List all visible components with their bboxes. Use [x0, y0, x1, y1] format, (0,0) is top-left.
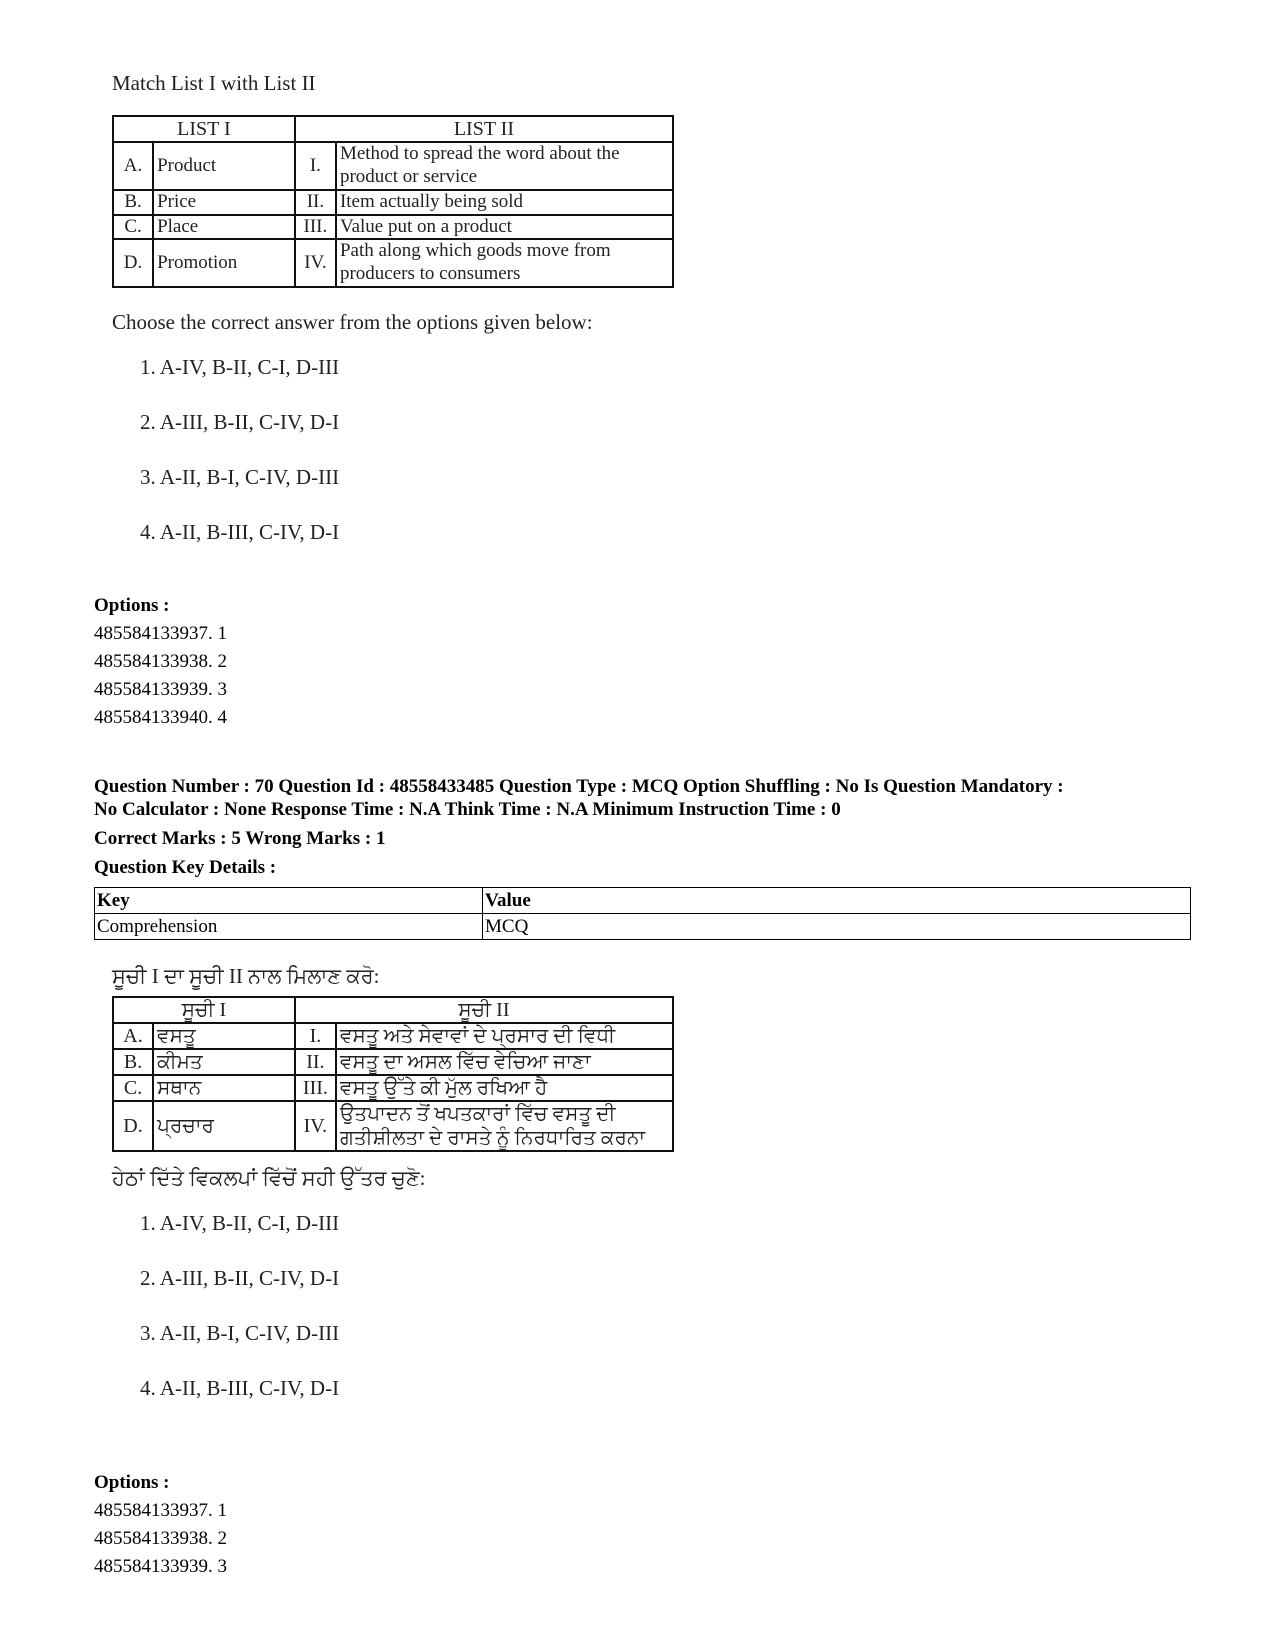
option-id: 485584133939. 3 [94, 679, 227, 700]
row-item: ਵਸਤੂ [153, 1023, 295, 1049]
key-column-header: Key [95, 888, 483, 914]
option-id: 485584133937. 1 [94, 1500, 227, 1521]
options-label: Options : [94, 595, 170, 616]
question-marks: Correct Marks : 5 Wrong Marks : 1 [94, 828, 386, 849]
row-letter: B. [113, 190, 153, 215]
row-desc: ਵਸਤੂ ਉੱਤੇ ਕੀ ਮੁੱਲ ਰਖਿਆ ਹੈ [336, 1075, 673, 1101]
question-instruction: Match List I with List II [112, 71, 316, 95]
choose-instruction: ਹੇਠਾਂ ਦਿੱਤੇ ਵਿਕਲਪਾਂ ਵਿੱਚੋਂ ਸਹੀ ਉੱਤਰ ਚੁਣੋ: [112, 1166, 426, 1191]
answer-choice-4: 4. A-II, B-III, C-IV, D-I [140, 1376, 340, 1401]
question-instruction: ਸੂਚੀ I ਦਾ ਸੂਚੀ II ਨਾਲ ਮਿਲਾਣ ਕਰੋ: [112, 964, 380, 988]
key-details-table [94, 887, 1191, 940]
match-row [113, 1049, 673, 1075]
answer-choice-2: 2. A-III, B-II, C-IV, D-I [140, 410, 340, 435]
option-id: 485584133939. 3 [94, 1556, 227, 1577]
row-desc: Method to spread the word about the product or service [336, 142, 673, 190]
match-table-header [113, 116, 673, 142]
answer-choice-3: 3. A-II, B-I, C-IV, D-III [140, 465, 340, 490]
match-row [113, 1023, 673, 1049]
list1-header: ਸੂਚੀ I [113, 997, 295, 1023]
answer-choice-3: 3. A-II, B-I, C-IV, D-III [140, 1321, 340, 1346]
answer-choice-1: 1. A-IV, B-II, C-I, D-III [140, 1211, 340, 1236]
match-row [113, 1075, 673, 1101]
option-id: 485584133938. 2 [94, 651, 227, 672]
answer-choice-1: 1. A-IV, B-II, C-I, D-III [140, 355, 340, 380]
key-table-row [95, 914, 1191, 940]
question-meta-line2: No Calculator : None Response Time : N.A Think Time : N.A Minimum Instruction Time : 0 [94, 799, 841, 820]
row-desc: ਉਤਪਾਦਨ ਤੋਂ ਖਪਤਕਾਰਾਂ ਵਿੱਚ ਵਸਤੂ ਦੀ ਗਤੀਸ਼ੀਲਤਾ ਦੇ ਰਾਸਤੇ ਨੂੰ ਨਿਰਧਾਰਿਤ ਕਰਨਾ [336, 1101, 673, 1151]
row-letter: C. [113, 1075, 153, 1101]
key-details-label: Question Key Details : [94, 857, 277, 878]
row-item: ਪ੍ਰਚਾਰ [153, 1101, 295, 1151]
question-image-english [112, 70, 752, 575]
row-item: Promotion [153, 239, 295, 287]
options-list [94, 1469, 227, 1581]
question-image-punjabi [112, 963, 752, 1431]
answer-choice-2: 2. A-III, B-II, C-IV, D-I [140, 1266, 340, 1291]
option-id: 485584133938. 2 [94, 1528, 227, 1549]
row-item: ਸਥਾਨ [153, 1075, 295, 1101]
match-table [112, 115, 674, 288]
row-letter: A. [113, 142, 153, 190]
row-letter: C. [113, 215, 153, 240]
match-table-header [113, 997, 673, 1023]
key-cell: Comprehension [95, 914, 483, 940]
options-list [94, 592, 227, 732]
match-table [112, 996, 674, 1152]
question-header [94, 775, 1194, 821]
match-row [113, 215, 673, 240]
key-table-header [95, 888, 1191, 914]
row-item: Place [153, 215, 295, 240]
row-item: Product [153, 142, 295, 190]
value-column-header: Value [483, 888, 1191, 914]
row-desc: Value put on a product [336, 215, 673, 240]
row-roman: III. [295, 215, 336, 240]
question-meta-line1: Question Number : 70 Question Id : 48558433485 Question Type : MCQ Option Shuffling : No Is Question Mandatory : [94, 776, 1064, 797]
option-id: 485584133940. 4 [94, 707, 227, 728]
list2-header: LIST II [295, 116, 673, 142]
row-item: ਕੀਮਤ [153, 1049, 295, 1075]
choose-instruction: Choose the correct answer from the options given below: [112, 310, 593, 335]
match-row [113, 190, 673, 215]
match-row [113, 239, 673, 287]
row-roman: II. [295, 1049, 336, 1075]
row-roman: I. [295, 142, 336, 190]
match-row [113, 142, 673, 190]
option-id: 485584133937. 1 [94, 623, 227, 644]
row-letter: A. [113, 1023, 153, 1049]
row-roman: II. [295, 190, 336, 215]
row-letter: B. [113, 1049, 153, 1075]
list2-header: ਸੂਚੀ II [295, 997, 673, 1023]
answer-choice-4: 4. A-II, B-III, C-IV, D-I [140, 520, 340, 545]
options-label: Options : [94, 1472, 170, 1493]
row-desc: ਵਸਤੂ ਦਾ ਅਸਲ ਵਿੱਚ ਵੇਚਿਆ ਜਾਣਾ [336, 1049, 673, 1075]
row-letter: D. [113, 1101, 153, 1151]
row-roman: IV. [295, 239, 336, 287]
value-cell: MCQ [483, 914, 1191, 940]
row-desc: Path along which goods move from producers to consumers [336, 239, 673, 287]
list1-header: LIST I [113, 116, 295, 142]
row-letter: D. [113, 239, 153, 287]
row-roman: IV. [295, 1101, 336, 1151]
row-desc: ਵਸਤੂ ਅਤੇ ਸੇਵਾਵਾਂ ਦੇ ਪ੍ਰਸਾਰ ਦੀ ਵਿਧੀ [336, 1023, 673, 1049]
row-roman: III. [295, 1075, 336, 1101]
row-desc: Item actually being sold [336, 190, 673, 215]
row-item: Price [153, 190, 295, 215]
match-row [113, 1101, 673, 1151]
row-roman: I. [295, 1023, 336, 1049]
